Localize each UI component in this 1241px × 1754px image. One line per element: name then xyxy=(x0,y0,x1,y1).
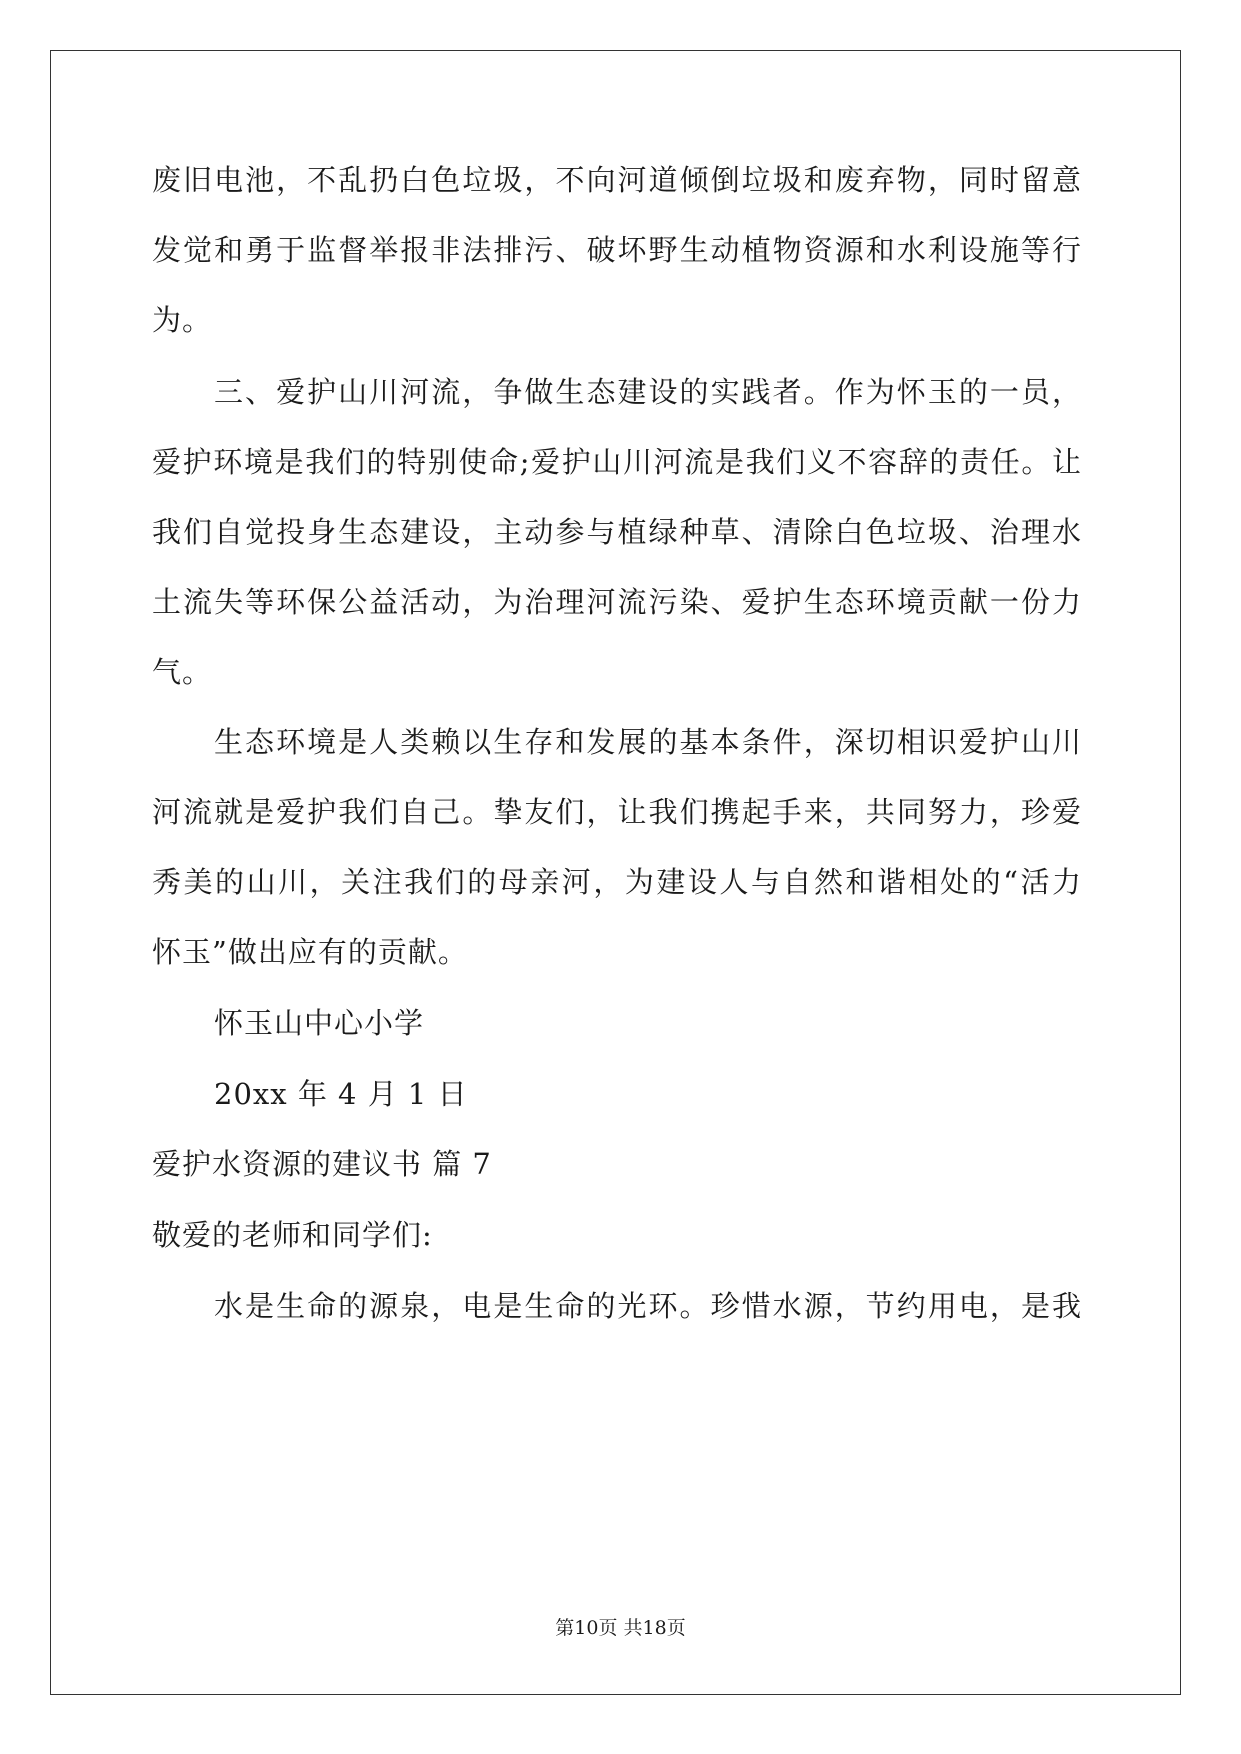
text-line: 生态环境是人类赖以生存和发展的基本条件，深切相识爱护山川 xyxy=(214,725,1082,759)
text-line: 秀美的山川，关注我们的母亲河，为建设人与自然和谐相处的“活力 xyxy=(152,865,1082,899)
text-line: 爱护环境是我们的特别使命;爱护山川河流是我们义不容辞的责任。让 xyxy=(152,445,1082,479)
text-line: 为。 xyxy=(152,303,213,337)
page-footer: 第10页 共18页 xyxy=(555,1617,686,1639)
salutation: 敬爱的老师和同学们: xyxy=(152,1218,433,1252)
text-line: 三、爱护山川河流，争做生态建设的实践者。作为怀玉的一员， xyxy=(214,375,1082,409)
text-line: 我们自觉投身生态建设，主动参与植绿种草、清除白色垃圾、治理水 xyxy=(152,515,1082,549)
text-line: 气。 xyxy=(152,655,213,689)
text-line: 水是生命的源泉，电是生命的光环。珍惜水源，节约用电，是我 xyxy=(214,1289,1082,1323)
text-line: 土流失等环保公益活动，为治理河流污染、爱护生态环境贡献一份力 xyxy=(152,585,1082,619)
signature-date: 20xx 年 4 月 1 日 xyxy=(214,1077,468,1111)
text-line: 发觉和勇于监督举报非法排污、破坏野生动植物资源和水利设施等行 xyxy=(152,233,1082,267)
text-line: 废旧电池，不乱扔白色垃圾，不向河道倾倒垃圾和废弃物，同时留意 xyxy=(152,163,1082,197)
section-title: 爱护水资源的建议书 篇 7 xyxy=(152,1147,492,1181)
signature-school: 怀玉山中心小学 xyxy=(214,1006,425,1040)
text-line: 怀玉”做出应有的贡献。 xyxy=(152,935,468,969)
text-line: 河流就是爱护我们自己。挚友们，让我们携起手来，共同努力，珍爱 xyxy=(152,795,1082,829)
